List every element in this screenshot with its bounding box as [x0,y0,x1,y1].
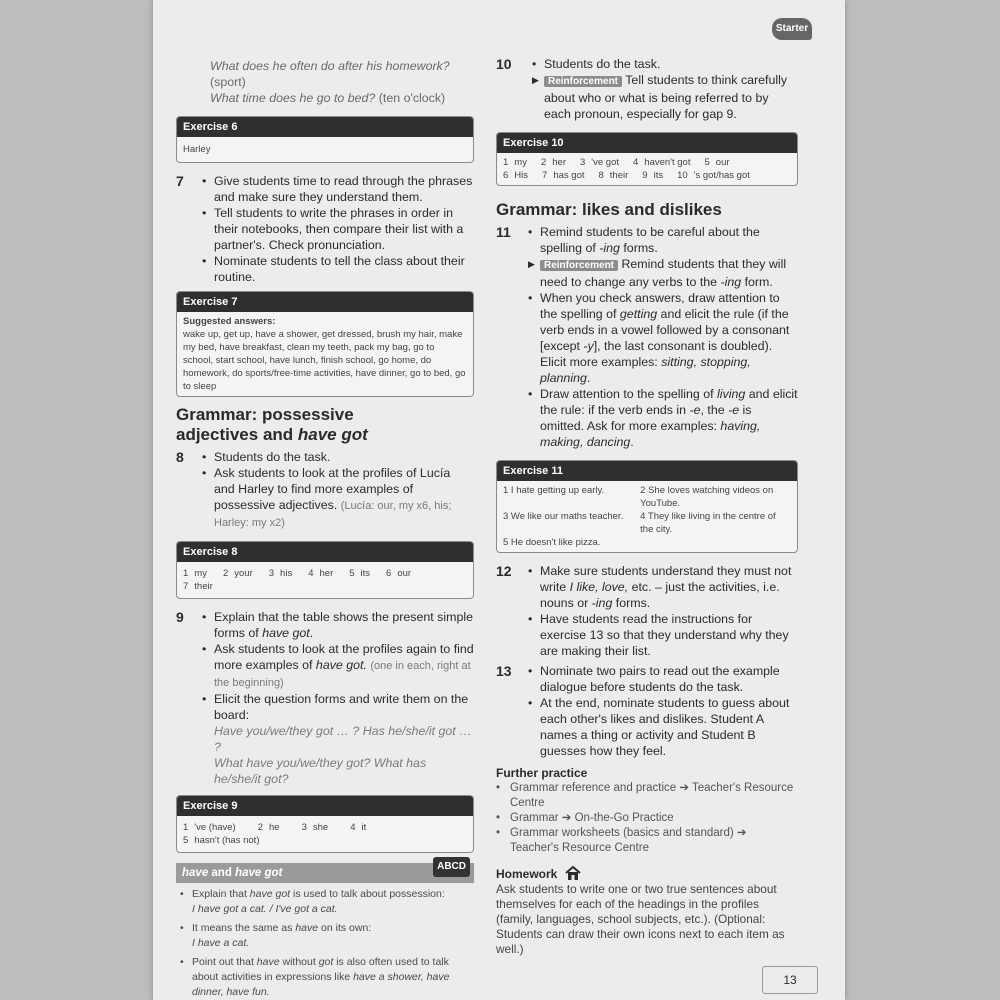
heading-likes-dislikes: Grammar: likes and dislikes [496,200,722,219]
exercise-6-title: Exercise 6 [177,117,473,137]
question-2-hint: (ten o'clock) [378,91,446,105]
answer-item: 2 he [257,822,280,833]
triangle-icon: ▶ [532,75,539,85]
example-questions [210,58,474,106]
exercise-10-title: Exercise 10 [497,133,797,153]
exercise-11-answer-4: 4 They like living in the centre of the city. [640,511,776,535]
item-7-point-2: Tell students to write the phrases in order in their notebooks, then compare their list with a partner's. Check pronunciation. [214,206,464,252]
answer-item: 3 his [268,568,293,579]
page-number: 13 [762,966,818,994]
item-11-point-4: Draw attention to the spelling of living and elicit the rule: if the verb ends in -e, the -e is omitted. Ask for more examples: having, making, dancing. [540,387,798,449]
left-column [176,58,474,1000]
exercise-7-box [176,291,474,397]
question-2: What time does he go to bed? [210,91,376,105]
exercise-11-answer-2: 2 She loves watching videos on YouTube. [640,485,774,509]
grammar-note-heading: have and have got ABCD [176,863,474,883]
item-11-point-3: When you check answers, draw attention to the spelling of getting and elicit the rule (if the verb ends in a vowel followed by a consonant [except -y], the last consonant is doubled). Elicit more examples: sitting, stopping, planning. [540,291,790,385]
item-11: 11 • Remind students to be careful about the spelling of -ing forms. ▶ Reinforcement Remind students that they will need to change any verbs to the -ing form. • When you check answers, draw attention to the spelling of getting and elicit the rule (if the verb ends in a vowel followed by a consonant [except -y], the last consonant is doubled). Elicit more examples: sitting, stopping, planning. • Draw attention to the spelling of living and elicit the rule: if the verb ends in -e, the -e is omitted. Ask for more examples: having, making, dancing. [496,224,798,449]
item-9-number: 9 [176,609,184,625]
exercise-11-answer-1: 1 I hate getting up early. [503,485,605,496]
item-10: 10 • Students do the task. ▶ Reinforcement Tell students to think carefully about who or what is being referred to by each pronoun, especially for gap 9. [496,56,798,122]
exercise-7-title: Exercise 7 [177,292,473,312]
reinforcement-label: Reinforcement [540,260,618,271]
item-7-point-1: Give students time to read through the phrases and make sure they understand them. [214,174,473,204]
reinforcement-label: Reinforcement [544,76,622,87]
item-8-point-2: Ask students to look at the profiles of Lucía and Harley to find more examples of possessive adjectives. [214,466,451,512]
grammar-note-1: • Explain that have got is used to talk about possession: I have got a cat. / I've got a cat. [180,888,445,915]
item-8-point-1: Students do the task. [214,450,331,464]
exercise-9-answers [177,816,473,852]
answer-item: 8 their [598,170,629,181]
item-13: 13 • Nominate two pairs to read out the example dialogue before students do the task. • At the end, nominate students to guess about each other's likes and dislikes. Student A names a thing or activity and Student B guesses how they feel. [496,663,798,759]
heading-possessive: Grammar: possessive adjectives and have got [176,405,368,444]
item-13-number: 13 [496,663,512,679]
item-11-reinforcement: Reinforcement Remind students that they will need to change any verbs to the -ing form. [540,257,787,289]
exercise-9-title: Exercise 9 [177,796,473,816]
answer-item: 6 His [503,170,529,181]
exercise-8-box [176,541,474,599]
exercise-10-row-1 [503,156,791,169]
grammar-note-2: • It means the same as have on its own: I have a cat. [180,922,372,949]
grammar-note-3: • Point out that have without got is also often used to talk about activities in expressions like have a shower, have dinner, have fun. [180,956,450,998]
item-8: 8 • Students do the task. • Ask students to look at the profiles of Lucía and Harley to find more examples of possessive adjectives. (Lucía: our, my x6, his; Harley: my x2) [176,449,474,531]
item-9: 9 • Explain that the table shows the present simple forms of have got. • Ask students to look at the profiles again to find more examples of have got. (one in each, right at the beginning) • Elicit the question forms and write them on the board: Have you/we/they got … ? Has he/she/it got … ? What have you/we/they got? What has he/she/it got? [176,609,474,786]
exercise-6-answer: Harley [183,144,211,155]
exercise-7-suggested: Suggested answers: [183,316,276,327]
homework-body: Ask students to write one or two true sentences about themselves for each of the headings in the profiles (family, languages, school subjects, etc.). (Optional: Students can draw their own icons next to each item as well.) [496,882,785,956]
further-practice-item: • Grammar reference and practice ➔ Teacher's Resource Centre [496,782,794,809]
further-practice-item: • Grammar ➔ On-the-Go Practice [496,812,674,824]
item-13-point-2: At the end, nominate students to guess about each other's likes and dislikes. Student A names a thing or activity and Student B guesses how they feel. [540,696,790,758]
homework-title: Homework [496,866,798,882]
answer-item: 2 her [540,157,566,168]
starter-tab: Starter [772,18,812,40]
answer-item: 6 our [386,568,412,579]
abcd-icon: ABCD [433,857,470,877]
answer-item: 5 hasn't (has not) [183,835,260,846]
further-practice-list [496,781,798,856]
question-1: What does he often do after his homework? [210,59,450,73]
answer-item: 4 haven't got [633,157,691,168]
item-11-number: 11 [496,224,511,240]
item-7: 7 • Give students time to read through the phrases and make sure they understand them. • Tell students to write the phrases in order in their notebooks, then compare their list with a partner's. Check pronunciation. • Nominate students to tell the class about their routine. [176,173,473,284]
item-12-point-2: Have students read the instructions for exercise 13 so that they understand why they are making their list. [540,612,789,658]
grammar-note-box [176,863,474,1000]
exercise-8-answers [177,562,473,598]
exercise-11-title: Exercise 11 [497,461,797,481]
answer-item: 5 its [349,568,371,579]
item-12-number: 12 [496,563,512,579]
item-9-point-1: Explain that the table shows the present simple forms of have got. [214,610,473,640]
item-8-number: 8 [176,449,184,465]
answer-item: 10 's got/has got [677,170,750,181]
item-12-point-1: Make sure students understand they must not write I like, love, etc. – just the activities, i.e. nouns or -ing forms. [540,564,792,610]
exercise-10-box [496,132,798,186]
right-column [496,54,798,957]
question-1-hint: (sport) [210,75,246,89]
item-9-point-2: Ask students to look at the profiles again to find more examples of have got. (one in each, right at the beginning) [214,642,474,689]
answer-item: 5 our [704,157,730,168]
item-10-point-1: Students do the task. [544,57,661,71]
answer-item: 3 've got [580,157,619,168]
answer-item: 4 her [308,568,334,579]
answer-item: 1 my [503,157,527,168]
item-8-hint: (Lucía: our, my x6, his; Harley: my x2) [214,500,452,529]
item-10-reinforcement: Reinforcement Tell students to think carefully about who or what is being referred to by each pronoun, especially for gap 9. [544,73,788,121]
further-practice-title: Further practice [496,766,588,780]
answer-item: 4 it [350,822,367,833]
home-icon [565,866,581,880]
answer-item: 7 their [183,581,213,592]
answer-item: 1 my [183,568,207,579]
exercise-6-box [176,116,474,163]
answer-item: 7 has got [542,170,585,181]
answer-item: 3 she [301,822,329,833]
exercise-11-box [496,460,798,553]
triangle-icon: ▶ [528,259,535,269]
item-12: 12 • Make sure students understand they must not write I like, love, etc. – just the activities, i.e. nouns or -ing forms. • Have students read the instructions for exercise 13 so that they understand why they are making their list. [496,563,798,659]
exercise-8-title: Exercise 8 [177,542,473,562]
exercise-9-box [176,795,474,853]
item-11-point-1: Remind students to be careful about the spelling of -ing forms. [540,225,760,255]
item-9-point-3: Elicit the question forms and write them on the board: Have you/we/they got … ? Has he/she/it got … ? What have you/we/they got? What has he/she/it got? [214,692,472,786]
item-7-point-3: Nominate students to tell the class about their routine. [214,254,465,284]
exercise-11-answer-3: 3 We like our maths teacher. [503,511,624,522]
answer-item: 9 its [642,170,664,181]
item-13-point-1: Nominate two pairs to read out the example dialogue before students do the task. [540,664,780,694]
answer-item: 2 your [222,568,253,579]
further-practice-item: • Grammar worksheets (basics and standard) ➔ Teacher's Resource Centre [496,827,747,854]
item-10-number: 10 [496,56,512,72]
exercise-10-row-2 [503,169,791,182]
exercise-11-answer-5: 5 He doesn't like pizza. [503,537,601,548]
exercise-7-answers: wake up, get up, have a shower, get dressed, brush my hair, make my bed, have breakfast, clean my teeth, pack my bag, go to school, start school, have lunch, finish school, go home, do homework, do sports/free-time activities, have dinner, go to bed, go to sleep [183,329,466,392]
item-7-number: 7 [176,173,184,189]
answer-item: 1 've (have) [183,822,236,833]
